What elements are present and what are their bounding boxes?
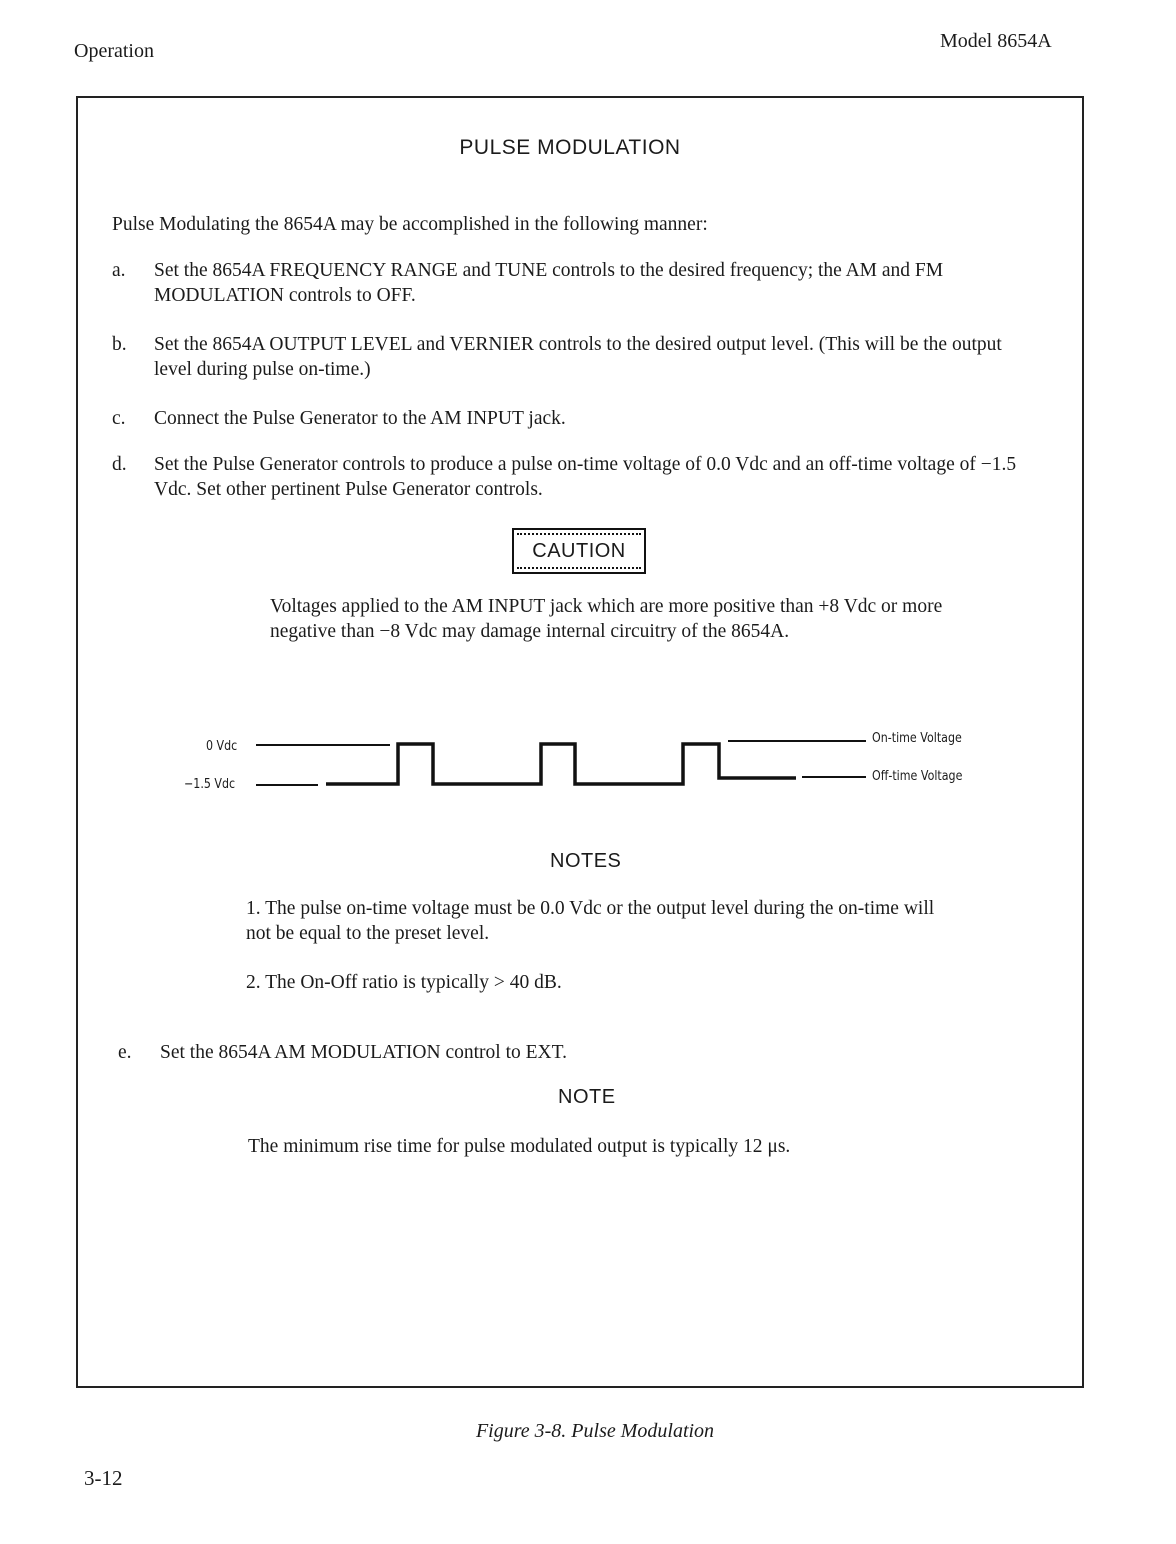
step-letter: a. <box>112 260 126 281</box>
model-header: Model 8654A <box>940 30 1052 52</box>
step-letter: c. <box>112 408 126 429</box>
step-letter: b. <box>112 334 127 355</box>
step-text: Set the 8654A FREQUENCY RANGE and TUNE controls to the desired frequency; the AM and FM MODULATION controls to OFF. <box>154 260 944 306</box>
step-text: Connect the Pulse Generator to the AM INPUT jack. <box>154 408 566 429</box>
pulse-train <box>326 744 796 784</box>
note-text: The minimum rise time for pulse modulated output is typically 12 μs. <box>248 1136 791 1157</box>
step-text: Set the 8654A OUTPUT LEVEL and VERNIER controls to the desired output level. (This will be the output level during pulse on-time.) <box>154 334 1002 380</box>
section-header: Operation <box>74 40 154 62</box>
intro-text: Pulse Modulating the 8654A may be accomplished in the following manner: <box>112 214 708 235</box>
figure-caption: Figure 3-8. Pulse Modulation <box>475 1420 715 1442</box>
notes-heading: NOTES <box>550 850 622 872</box>
note-item: 1. The pulse on-time voltage must be 0.0 Vdc or the output level during the on-time will not be equal to the preset level. <box>246 898 935 944</box>
note-item: 2. The On-Off ratio is typically > 40 dB. <box>246 972 562 993</box>
step-letter: d. <box>112 454 127 475</box>
note-heading: NOTE <box>558 1086 616 1108</box>
step-text: Set the Pulse Generator controls to produce a pulse on-time voltage of 0.0 Vdc and an off-time voltage of −1.5 Vdc. Set other pertinent Pulse Generator controls. <box>154 454 1017 500</box>
zero-vdc-label: 0 Vdc <box>206 738 238 754</box>
step-text: Set the 8654A AM MODULATION control to EXT. <box>160 1042 567 1063</box>
off-time-label: Off-time Voltage <box>872 768 963 784</box>
minus-vdc-label: −1.5 Vdc <box>184 776 236 792</box>
on-time-label: On-time Voltage <box>872 730 962 746</box>
page-number: 3-12 <box>84 1466 123 1490</box>
step-e <box>118 1040 1018 1068</box>
caution-text: Voltages applied to the AM INPUT jack which are more positive than +8 Vdc or more negative than −8 Vdc may damage internal circuitry of the 8654A. <box>270 596 943 642</box>
figure-title: PULSE MODULATION <box>459 136 681 159</box>
step-letter: e. <box>118 1042 132 1063</box>
caution-badge: CAUTION <box>512 528 646 574</box>
